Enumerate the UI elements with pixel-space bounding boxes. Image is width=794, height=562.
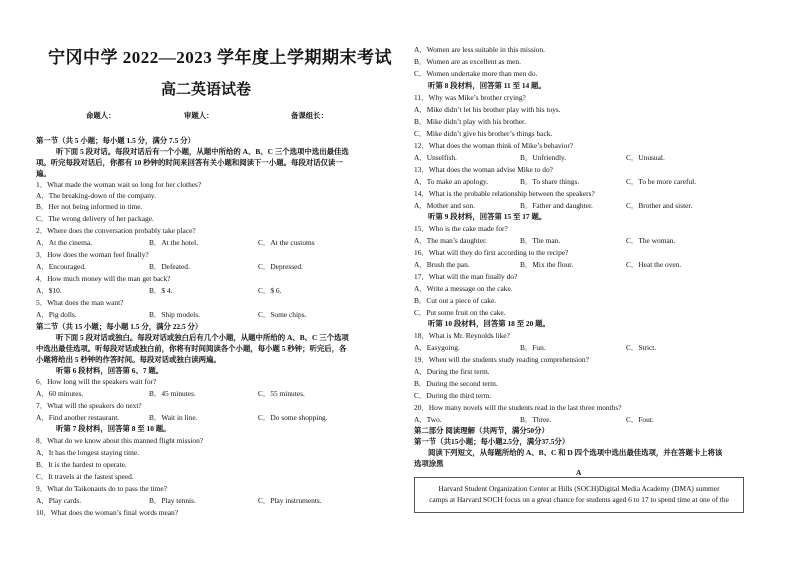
option-a[interactable]: A．Mother and son.: [414, 201, 475, 210]
option-a[interactable]: A．Women are less suitable in this mission.: [414, 45, 545, 54]
option-b[interactable]: B．Her not being informed in time.: [36, 202, 143, 211]
option-c[interactable]: C．Women undertake more than men do.: [414, 69, 538, 78]
material-heading: 听第 7 段材料，回答第 8 至 10 题。: [56, 424, 171, 433]
question-stem: 10．What does the woman’s final words mean?: [36, 508, 179, 517]
option-row: [36, 309, 376, 320]
option-c[interactable]: C．At the customs: [258, 238, 315, 247]
material-heading: 听第 10 段材料，回答第 18 至 20 题。: [428, 319, 550, 328]
passage-text: camps at Harvard SOCH focus on a great chance for students aged 6 to 17 to spend time at one of the: [429, 495, 729, 504]
option-a[interactable]: A．Mike didn’t let his brother play with his toys.: [414, 105, 561, 114]
instruction-text: 中选出最佳选项。听每段对话或独白前，你将有时间阅读各个小题，每小题 5 秒钟；听完后，各: [36, 344, 347, 353]
question-stem: 15．Who is the cake made for?: [414, 224, 508, 233]
option-b[interactable]: B．$ 4.: [149, 286, 173, 295]
option-b[interactable]: B．Women are as excellent as men.: [414, 57, 521, 66]
option-b[interactable]: B．Mike didn’t play with his brother.: [414, 117, 526, 126]
question-stem: 2．Where does the conversation probably take place?: [36, 226, 196, 235]
option-c[interactable]: C．It travels at the fastest speed.: [36, 472, 134, 481]
option-b[interactable]: B．The man.: [520, 236, 561, 245]
reviewer-label: 审题人：: [184, 111, 214, 120]
instruction-text: 阅读下列短文，从每题所给的 A、B、C 和 D 四个选项中选出最佳选项，并在答题卡上将该: [428, 448, 723, 457]
option-row: [36, 495, 376, 506]
option-b[interactable]: B．Defeated.: [149, 262, 190, 271]
exam-title: 宁冈中学 2022—2023 学年度上学期期末考试: [48, 48, 392, 67]
option-a[interactable]: A．Easygoing.: [414, 343, 460, 352]
question-stem: 9．What do Taikonauts do to pass the time?: [36, 484, 167, 493]
option-b[interactable]: B．Three.: [520, 415, 552, 424]
option-a[interactable]: A．Write a message on the cake.: [414, 284, 513, 293]
option-a[interactable]: A．Unselfish.: [414, 153, 457, 162]
question-stem: 20．How many novels will the students read in the last three months?: [414, 403, 622, 412]
option-c[interactable]: C．Some chips.: [258, 310, 307, 319]
section-heading: 第一节（共15小题；每小题2.5分，满分37.5分）: [414, 437, 570, 446]
question-stem: 14．What is the probable relationship between the speakers?: [414, 189, 595, 198]
option-c[interactable]: C．55 minutes.: [258, 389, 305, 398]
option-row: [36, 237, 376, 248]
option-c[interactable]: C．To be more careful.: [626, 177, 697, 186]
option-a[interactable]: A．The man’s daughter.: [414, 236, 487, 245]
option-a[interactable]: A．To make an apology.: [414, 177, 489, 186]
option-a[interactable]: A．The breaking-down of the company.: [36, 191, 156, 200]
question-stem: 16．What will they do first according to the recipe?: [414, 248, 569, 257]
exam-subtitle: 高二英语试卷: [161, 82, 252, 98]
option-a[interactable]: A．Find another restaurant.: [36, 413, 120, 422]
option-a[interactable]: A．Pig dolls.: [36, 310, 77, 319]
question-stem: 3．How does the woman feel finally?: [36, 250, 149, 259]
option-row: [414, 342, 754, 353]
option-c[interactable]: C．Unusual.: [626, 153, 665, 162]
option-c[interactable]: C．Do some shopping.: [258, 413, 328, 422]
question-stem: 11．Why was Mike’s brother crying?: [414, 93, 526, 102]
instruction-text: 遍。: [36, 169, 51, 178]
option-a[interactable]: A．Brush the pan.: [414, 260, 470, 269]
option-b[interactable]: B．Fun.: [520, 343, 546, 352]
instruction-text: 小题将给出 5 秒钟的作答时间。每段对话或独白读两遍。: [36, 355, 221, 364]
option-c[interactable]: C．Heat the oven.: [626, 260, 682, 269]
proposer-label: 命题人：: [86, 111, 116, 120]
option-c[interactable]: C．Strict.: [626, 343, 657, 352]
option-b[interactable]: B．Wait in line.: [149, 413, 198, 422]
passage-label: A: [576, 468, 582, 477]
option-row: [414, 259, 754, 270]
section-heading: 第二节（共 15 小题；每小题 1.5 分，满分 22.5 分）: [36, 322, 203, 331]
option-b[interactable]: B．Play tennis.: [149, 496, 196, 505]
option-c[interactable]: C．The woman.: [626, 236, 676, 245]
option-b[interactable]: B．Unfriendly.: [520, 153, 567, 162]
option-row: [414, 235, 754, 246]
option-b[interactable]: B．Cut out a piece of cake.: [414, 296, 497, 305]
option-c[interactable]: C．During the third term.: [414, 391, 492, 400]
option-b[interactable]: B．Father and daughter.: [520, 201, 593, 210]
part-heading: 第二部分 阅读理解（共两节，满分50分）: [414, 426, 549, 435]
option-row: [414, 152, 754, 163]
instruction-text: 项。听完每段对话后，你都有 10 秒钟的时间来回答有关小题和阅读下一小题。每段对话仅读一: [36, 158, 343, 167]
option-row: [36, 261, 376, 272]
option-c[interactable]: C．Mike didn’t give his brother’s things back.: [414, 129, 553, 138]
question-stem: 17．What will the man finally do?: [414, 272, 518, 281]
passage-text: Harvard Student Organization Center at Hills (SOCH)Digital Media Academy (DMA) summer: [438, 484, 720, 493]
question-stem: 19．When will the students study reading comprehension?: [414, 355, 589, 364]
question-stem: 5．What does the man want?: [36, 298, 124, 307]
option-c[interactable]: C．Depressed.: [258, 262, 303, 271]
material-heading: 听第 9 段材料，回答第 15 至 17 题。: [428, 212, 547, 221]
question-stem: 12．What does the woman think of Mike’s behavior?: [414, 141, 574, 150]
material-heading: 听第 8 段材料，回答第 11 至 14 题。: [428, 81, 546, 90]
option-a[interactable]: A．Encouraged.: [36, 262, 86, 271]
option-b[interactable]: B．45 minutes.: [149, 389, 196, 398]
option-b[interactable]: B．At the hotel.: [149, 238, 199, 247]
option-row: [36, 388, 376, 399]
option-b[interactable]: B．Mix the flour.: [520, 260, 574, 269]
option-row: [36, 285, 376, 296]
option-row: [414, 176, 754, 187]
option-c[interactable]: C．Brother and sister.: [626, 201, 693, 210]
instruction-text: 听下面 5 段对话或独白。每段对话或独白后有几个小题，从题中所给的 A、B、C 三个选项: [56, 333, 349, 342]
option-a[interactable]: A．Play cards.: [36, 496, 82, 505]
question-stem: 7．What will the speakers do next?: [36, 401, 142, 410]
question-stem: 1．What made the woman wait so long for her clothes?: [36, 180, 202, 189]
option-c[interactable]: C．The wrong delivery of her package.: [36, 214, 154, 223]
question-stem: 4．How much money will the man get back?: [36, 274, 171, 283]
question-stem: 6．How long will the speakers wait for?: [36, 377, 157, 386]
option-b[interactable]: B．To share things.: [520, 177, 580, 186]
question-stem: 18．What is Mr. Reynolds like?: [414, 331, 510, 340]
option-row: [414, 414, 754, 425]
passage-box: [414, 477, 744, 513]
material-heading: 听第 6 段材料，回答第 6、7 题。: [56, 366, 164, 375]
option-a[interactable]: A．60 minutes.: [36, 389, 84, 398]
option-c[interactable]: C．Four.: [626, 415, 654, 424]
group-leader-label: 备课组长：: [291, 111, 328, 120]
section-heading: 第一节（共 5 小题；每小题 1.5 分，满分 7.5 分）: [36, 136, 195, 145]
option-b[interactable]: B．Ship models.: [149, 310, 200, 319]
option-a[interactable]: A．At the cinema.: [36, 238, 93, 247]
option-a[interactable]: A．Two.: [414, 415, 442, 424]
option-c[interactable]: C．$ 6.: [258, 286, 282, 295]
option-a[interactable]: A．During the first term.: [414, 367, 490, 376]
question-stem: 8．What do we know about this manned flight mission?: [36, 436, 204, 445]
option-c[interactable]: C．Play instruments.: [258, 496, 322, 505]
option-a[interactable]: A．It has the longest staying time.: [36, 448, 140, 457]
option-row: [414, 200, 754, 211]
option-row: [36, 412, 376, 423]
option-b[interactable]: B．During the second term.: [414, 379, 498, 388]
instruction-text: 听下面 5 段对话。每段对话后有一个小题，从题中所给的 A、B、C 三个选项中选出最佳选: [56, 147, 349, 156]
instruction-text: 选项涂黑: [414, 459, 444, 468]
option-a[interactable]: A．$10.: [36, 286, 62, 295]
question-stem: 13．What does the woman advise Mike to do?: [414, 165, 553, 174]
option-b[interactable]: B．It is the hardest to operate.: [36, 460, 127, 469]
option-c[interactable]: C．Put some fruit on the cake.: [414, 308, 506, 317]
